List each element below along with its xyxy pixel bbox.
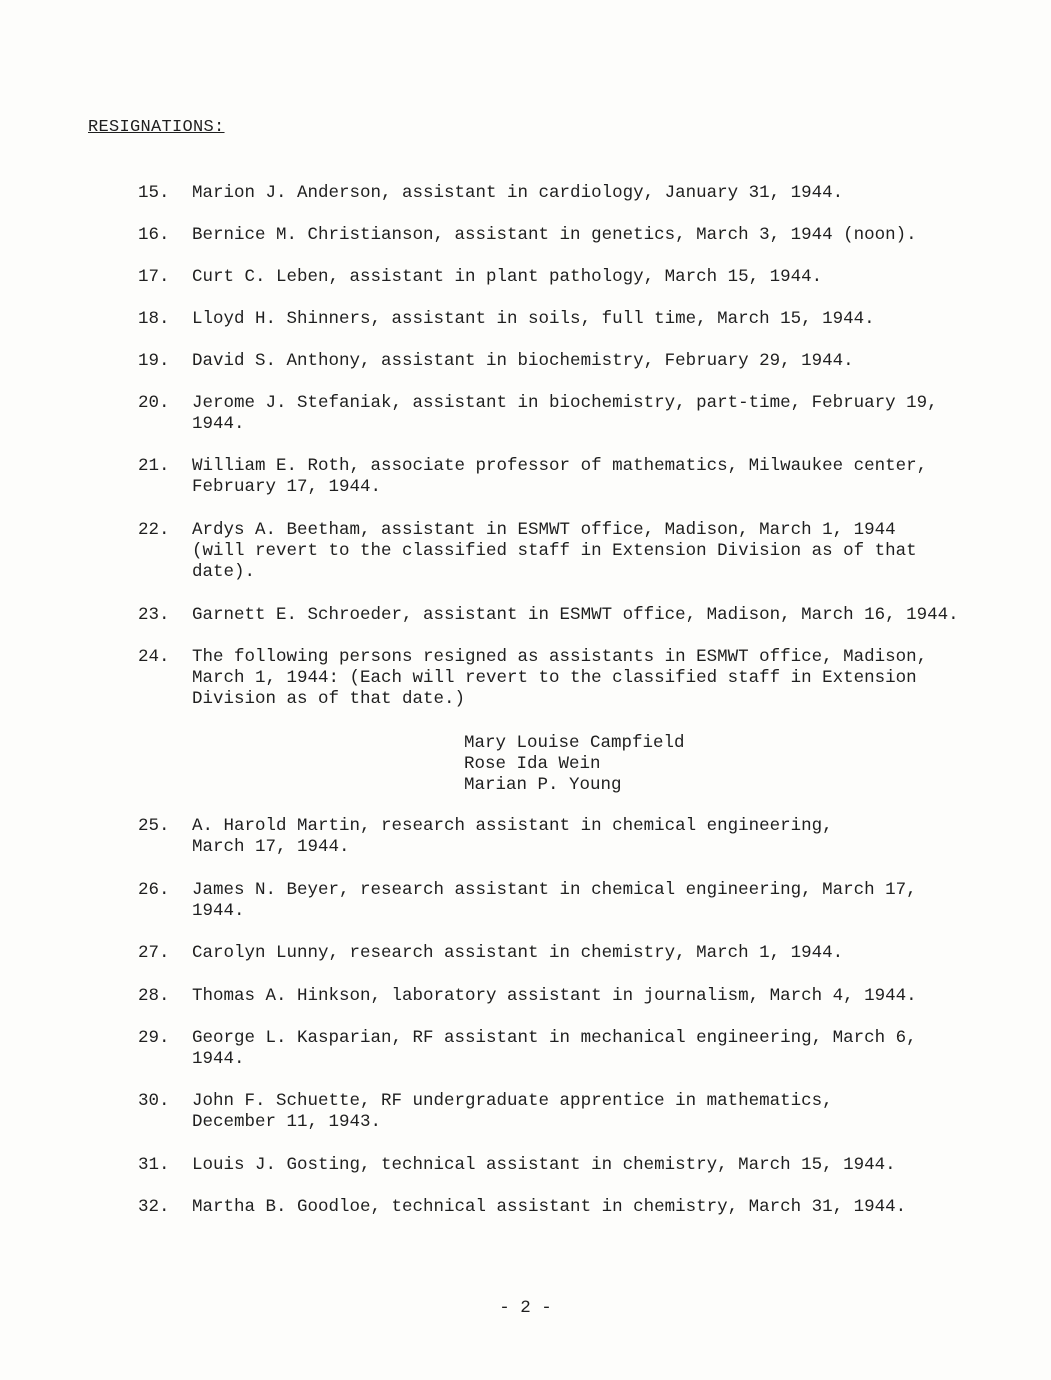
list-item: [138, 351, 968, 372]
item-number: 25.: [138, 816, 170, 836]
list-item: [138, 1028, 968, 1070]
item-text: Curt C. Leben, assistant in plant pathology, March 15, 1944.: [192, 267, 823, 287]
item-text: Marion J. Anderson, assistant in cardiology, January 31, 1944.: [192, 183, 844, 203]
item-text: John F. Schuette, RF undergraduate apprentice in mathematics, December 11, 1943.: [192, 1091, 833, 1132]
item-number: 18.: [138, 309, 170, 329]
list-item: [138, 605, 968, 626]
name-line: Marian P. Young: [464, 775, 622, 795]
item-number: 32.: [138, 1197, 170, 1217]
name-line: Rose Ida Wein: [464, 754, 601, 774]
list-item: [138, 309, 968, 330]
item-number: 22.: [138, 520, 170, 540]
list-item: [138, 267, 968, 288]
list-item: [138, 183, 968, 204]
list-item: [138, 816, 968, 858]
item-text: George L. Kasparian, RF assistant in mechanical engineering, March 6, 1944.: [192, 1028, 917, 1069]
list-item: [138, 456, 968, 498]
item-text: William E. Roth, associate professor of mathematics, Milwaukee center, February 17, 1944.: [192, 456, 928, 497]
list-item: [138, 1155, 968, 1176]
item-number: 15.: [138, 183, 170, 203]
item-number: 20.: [138, 393, 170, 413]
item-text: David S. Anthony, assistant in biochemistry, February 29, 1944.: [192, 351, 854, 371]
item-text: Martha B. Goodloe, technical assistant in chemistry, March 31, 1944.: [192, 1197, 907, 1217]
item-number: 17.: [138, 267, 170, 287]
item-text: Ardys A. Beetham, assistant in ESMWT office, Madison, March 1, 1944 (will revert to the classified staff in Extension Division as of that date).: [192, 520, 917, 582]
item-number: 26.: [138, 880, 170, 900]
list-item: [138, 647, 968, 710]
item-number: 16.: [138, 225, 170, 245]
list-item: [138, 225, 968, 246]
item-text: Bernice M. Christianson, assistant in genetics, March 3, 1944 (noon).: [192, 225, 917, 245]
item-text: A. Harold Martin, research assistant in chemical engineering, March 17, 1944.: [192, 816, 833, 857]
item-number: 30.: [138, 1091, 170, 1111]
list-item: [138, 1091, 968, 1133]
item-text: Thomas A. Hinkson, laboratory assistant in journalism, March 4, 1944.: [192, 986, 917, 1006]
item-text: James N. Beyer, research assistant in chemical engineering, March 17, 1944.: [192, 880, 917, 921]
item-number: 29.: [138, 1028, 170, 1048]
item-number: 21.: [138, 456, 170, 476]
item-number: 19.: [138, 351, 170, 371]
item-number: 23.: [138, 605, 170, 625]
item-text: Garnett E. Schroeder, assistant in ESMWT office, Madison, March 16, 1944.: [192, 605, 959, 625]
section-heading: RESIGNATIONS:: [88, 118, 225, 137]
item-text: Louis J. Gosting, technical assistant in chemistry, March 15, 1944.: [192, 1155, 896, 1175]
list-item: [138, 393, 968, 435]
list-item: [138, 986, 968, 1007]
page-number: - 2 -: [499, 1298, 552, 1318]
item-text: The following persons resigned as assistants in ESMWT office, Madison, March 1, 1944: (Each will revert to the classified staff in Extension Division as of that date.): [192, 647, 928, 709]
name-line: Mary Louise Campfield: [464, 733, 685, 753]
item-number: 27.: [138, 943, 170, 963]
item-number: 31.: [138, 1155, 170, 1175]
list-item: [138, 880, 968, 922]
item-number: 28.: [138, 986, 170, 1006]
list-item: [138, 520, 968, 583]
item-text: Jerome J. Stefaniak, assistant in biochemistry, part-time, February 19, 1944.: [192, 393, 938, 434]
names-list: [464, 733, 685, 796]
list-item: [138, 1197, 968, 1218]
item-text: Carolyn Lunny, research assistant in chemistry, March 1, 1944.: [192, 943, 844, 963]
item-text: Lloyd H. Shinners, assistant in soils, full time, March 15, 1944.: [192, 309, 875, 329]
list-item: [138, 943, 968, 964]
item-number: 24.: [138, 647, 170, 667]
